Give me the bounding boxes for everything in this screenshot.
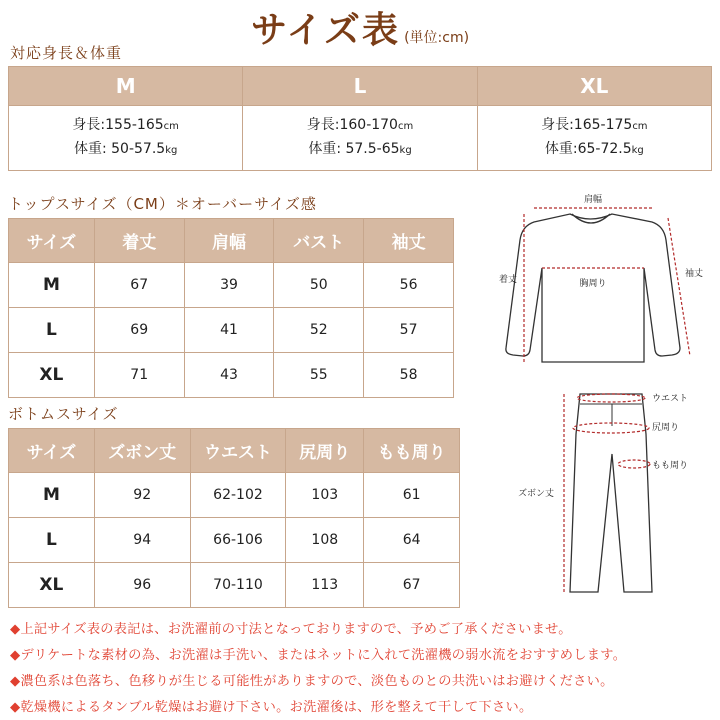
bottoms-header-thigh: もも周り: [364, 429, 460, 473]
table-row: [9, 473, 460, 518]
note-4: ◆乾燥機によるタンブル乾燥はお避け下さい。お洗濯後は、形を整えて干して下さい。: [10, 700, 533, 715]
height-value: :160-170: [334, 117, 398, 133]
value-cell: 103: [286, 473, 364, 518]
bottoms-header-hip: 尻周り: [286, 429, 364, 473]
tops-header-bust: バスト: [274, 219, 364, 263]
sleeve-label: 袖丈: [684, 269, 704, 279]
value-cell: 113: [286, 563, 364, 608]
tops-header-sleeve: 袖丈: [364, 219, 454, 263]
weight-label: 体重: [73, 141, 102, 157]
chest-label: 胸周り: [579, 279, 607, 289]
thigh-label: もも周り: [652, 461, 689, 471]
unit-kg: kg: [399, 145, 412, 156]
value-cell: 71: [94, 353, 184, 398]
weight-value: : 57.5-65: [336, 141, 400, 157]
bottoms-size-table: [8, 428, 460, 608]
value-cell: 41: [184, 308, 274, 353]
value-cell: 50: [274, 263, 364, 308]
table-row: [9, 518, 460, 563]
table-row: [9, 563, 460, 608]
table-row: [9, 308, 454, 353]
height-label: 身長: [306, 117, 335, 133]
size-cell: M: [9, 473, 95, 518]
value-cell: 56: [364, 263, 454, 308]
body-size-label: 対応身長＆体重: [10, 44, 123, 62]
size-cell: L: [9, 308, 95, 353]
note-3: ◆濃色系は色落ち、色移りが生じる可能性がありますので、淡色ものとの共洗いはお避けください。: [10, 674, 614, 689]
value-cell: 66-106: [190, 518, 286, 563]
pants-diagram: [500, 384, 712, 600]
size-cell: XL: [9, 353, 95, 398]
value-cell: 43: [184, 353, 274, 398]
table-row: [9, 263, 454, 308]
value-cell: 61: [364, 473, 460, 518]
height-value: :165-175: [569, 117, 633, 133]
value-cell: 69: [94, 308, 184, 353]
value-cell: 108: [286, 518, 364, 563]
value-cell: 94: [94, 518, 190, 563]
value-cell: 52: [274, 308, 364, 353]
bottoms-header-waist: ウエスト: [190, 429, 286, 473]
table-row: [9, 353, 454, 398]
value-cell: 67: [94, 263, 184, 308]
bottoms-header-size: サイズ: [9, 429, 95, 473]
tops-header-length: 着丈: [94, 219, 184, 263]
height-label: 身長: [72, 117, 101, 133]
value-cell: 58: [364, 353, 454, 398]
size-cell: L: [9, 518, 95, 563]
bottoms-header-length: ズボン丈: [94, 429, 190, 473]
shirt-diagram: [480, 190, 712, 378]
height-label: 身長: [541, 117, 570, 133]
body-size-header-xl: XL: [477, 67, 711, 106]
value-cell: 96: [94, 563, 190, 608]
pants-outline: [570, 394, 652, 592]
value-cell: 70-110: [190, 563, 286, 608]
weight-value: :65-72.5: [572, 141, 632, 157]
note-1: ◆上記サイズ表の表記は、お洗濯前の寸法となっておりますので、予めご了承くださいませ。: [10, 622, 572, 637]
body-size-table: [8, 66, 712, 171]
length-label: 着丈: [498, 275, 518, 285]
pants-length-label: ズボン丈: [517, 489, 555, 499]
unit-kg: kg: [165, 145, 178, 156]
unit-kg: kg: [631, 145, 644, 156]
size-cell: XL: [9, 563, 95, 608]
weight-value: : 50-57.5: [101, 141, 166, 157]
body-size-cell-m: [9, 106, 243, 171]
height-value: :155-165: [100, 117, 164, 133]
unit-cm: cm: [397, 121, 414, 132]
weight-label: 体重: [544, 141, 573, 157]
tops-size-table: [8, 218, 454, 398]
hip-label: 尻周り: [652, 423, 680, 433]
body-size-header-l: L: [243, 67, 477, 106]
title-main: サイズ表: [250, 9, 401, 51]
body-size-cell-l: [243, 106, 477, 171]
value-cell: 62-102: [190, 473, 286, 518]
unit-cm: cm: [163, 121, 179, 132]
size-cell: M: [9, 263, 95, 308]
body-size-cell-xl: [477, 106, 711, 171]
weight-label: 体重: [308, 141, 337, 157]
value-cell: 67: [364, 563, 460, 608]
tops-header-shoulder: 肩幅: [184, 219, 274, 263]
value-cell: 39: [184, 263, 274, 308]
body-size-header-m: M: [9, 67, 243, 106]
bottoms-size-label: ボトムスサイズ: [8, 405, 119, 423]
tops-size-label: トップスサイズ（CM）＊オーバーサイズ感: [8, 195, 317, 213]
value-cell: 57: [364, 308, 454, 353]
value-cell: 92: [94, 473, 190, 518]
waist-label: ウエスト: [652, 394, 689, 404]
tops-header-size: サイズ: [9, 219, 95, 263]
note-2: ◆デリケートな素材の為、お洗濯は手洗い、またはネットに入れて洗濯機の弱水流をおすすめします。: [10, 648, 627, 663]
unit-cm: cm: [632, 121, 648, 132]
shoulder-label: 肩幅: [583, 195, 603, 205]
value-cell: 64: [364, 518, 460, 563]
title-unit: (単位:cm): [404, 30, 470, 46]
value-cell: 55: [274, 353, 364, 398]
